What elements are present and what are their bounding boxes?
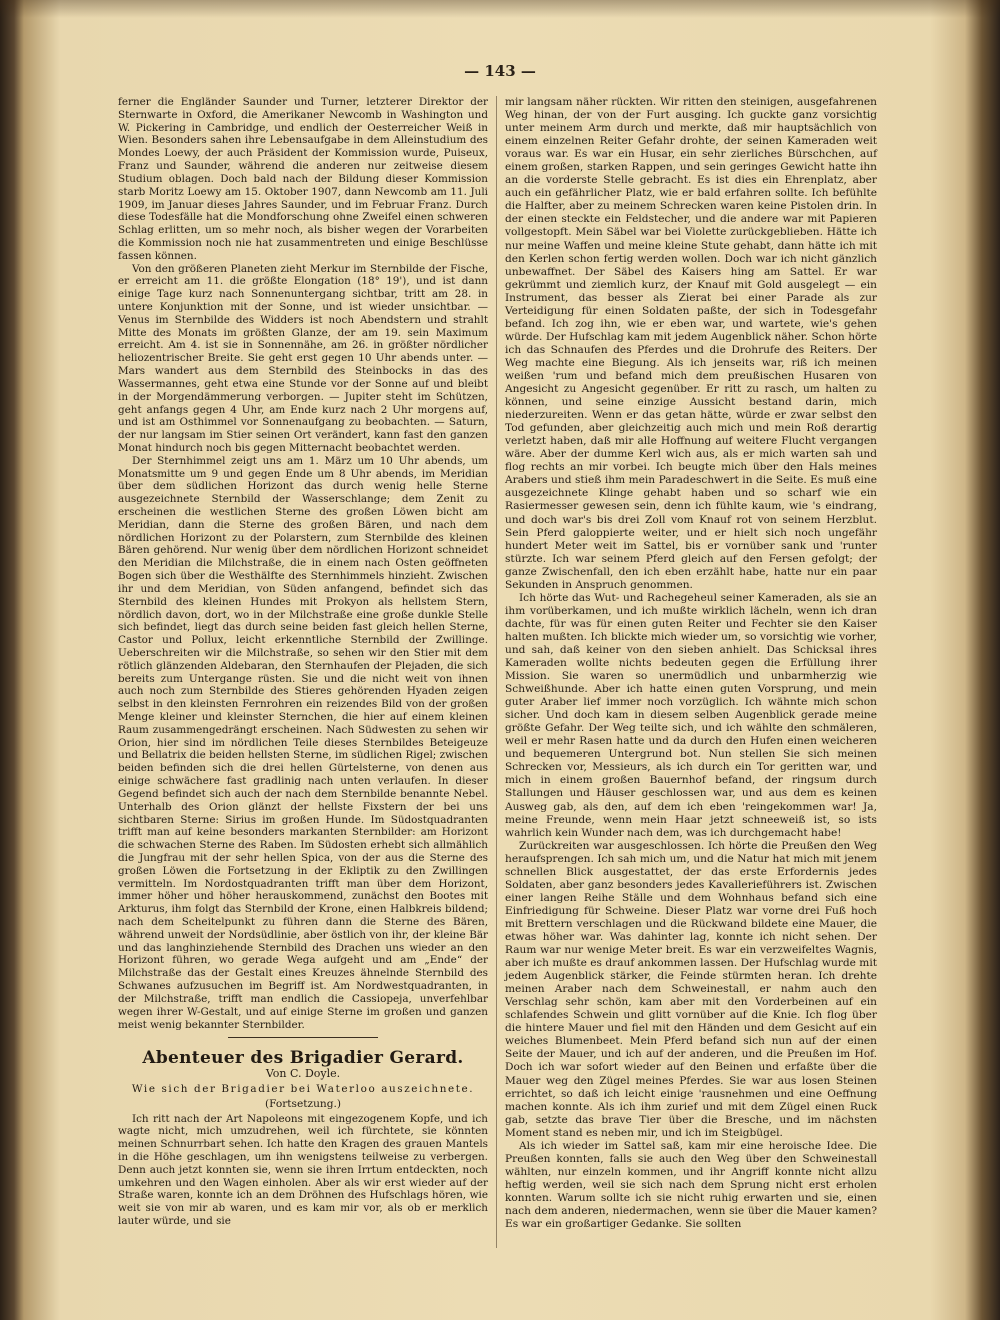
- page-number: — 143 —: [464, 62, 536, 80]
- right-paragraph: mir langsam näher rückten. Wir ritten den steinigen, ausgefahrenen Weg hinan, der von der Furt ausging. Ich guckte ganz vorsichtig unter meinem Arm durch und merkte, daß mir hauptsächlich von einem einzelnen Reiter Gefahr drohte, der seinen Kameraden weit voraus war. Es war ein Husar, ein sehr zierliches Bürschchen, auf einem großen, starken Rappen, und sein geringes Gewicht hatte ihn an die vorderste Stelle gebracht. Es ist dies ein Ehrenplatz, aber auch ein gefährlicher Platz, wie er bald erfahren sollte. Ich befühlte die Halfter, aber zu meinem Schrecken waren keine Pistolen drin. In der einen steckte ein Feldstecher, und die andere war mit Papieren vollgestopft. Mein Säbel war bei Violette zurückgeblieben. Hätte ich nur meine Waffen und meine kleine Stute gehabt, dann hätte ich mit den Kerlen schon fertig werden wollen. Doch war ich nicht gänzlich unbewaffnet. Der Säbel des Kaisers hing am Sattel. Er war gekrümmt und ziemlich kurz, der Knauf mit Gold ausgelegt — ein Instrument, das besser als Zierat bei einer Parade als zur Verteidigung für einen Soldaten paßte, der sich in Todesgefahr befand. Ich zog ihn, wie er eben war, und wartete, wie's gehen würde. Der Hufschlag kam mit jedem Augenblick näher. Schon hörte ich das Schnaufen des Pferdes und die Drohrufe des Reiters. Der Weg machte eine Biegung. Als ich jenseits war, riß ich meinen weißen 'rum und befand mich dem preußischen Husaren von Angesicht zu Angesicht gegenüber. Er ritt zu rasch, um halten zu können, und seine einzige Aussicht bestand darin, mich niederzureiten. Wenn er das getan hätte, würde er zwar selbst den Tod gefunden, aber gleichzeitig auch mich und mein Roß derartig verletzt haben, daß mir alle Hoffnung auf weitere Flucht vergangen wäre. Aber der dumme Kerl wich aus, als er mich warten sah und flog rechts an mir vorbei. Ich beugte mich über den Hals meines Arabers und stieß ihm mein Paradeschwert in die Seite. Es muß eine ausgezeichnete Klinge gehabt haben und so scharf wie ein Rasiermesser gewesen sein, denn ich fühlte kaum, wie 's eindrang, und doch war's bis drei Zoll vom Knauf rot von seinem Herzblut. Sein Pferd galoppierte weiter, und er hielt sich noch ungefähr hundert Meter weit im Sattel, bis er vornüber sank und 'runter stürzte. Ich war seinem Pferd gleich auf den Fersen gefolgt; der ganze Zwischenfall, den ich eben erzählt habe, hatte nur ein paar Sekunden in Anspruch genommen.: [505, 96, 877, 591]
- section-divider: [228, 1037, 378, 1038]
- left-paragraph: ferner die Engländer Saunder und Turner, letzterer Direktor der Sternwarte in Oxford, die Amerikaner Newcomb in Washington und W. Pickering in Cambridge, und endlich der Oesterreicher Weiß in Wien. Besonders sahen ihre Lebensaufgabe in dem Alleinstudium des Mondes Loewy, der auch Präsident der Kommission wurde, Puiseux, Franz und Saunder, während die anderen nur zeitweise diesem Studium oblagen. Doch bald nach der Bildung dieser Kommission starb Moritz Loewy am 15. Oktober 1907, dann Newcomb am 11. Juli 1909, im Januar dieses Jahres Saunder, und im Februar Franz. Durch diese Todesfälle hat die Mondforschung ohne Zweifel einen schweren Schlag erlitten, um so mehr noch, als bisher wegen der Vorarbeiten die Kommission noch nie hat zusammentreten und einige Beschlüsse fassen können.: [118, 96, 488, 262]
- article-title: Abenteuer des Brigadier Gerard.: [142, 1048, 464, 1069]
- right-paragraph: Als ich wieder im Sattel saß, kam mir eine heroische Idee. Die Preußen konnten, falls sie auch den Weg über den Schweinestall wählten, nur einzeln kommen, und ihr Angriff konnte nicht allzu heftig werden, weil sie sich nach dem Sprung nicht erst erholen konnten. Warum sollte ich sie nicht ruhig erwarten und sie, einen nach dem anderen, niedermachen, wenn sie über die Mauer kamen? Es war ein großartiger Gedanke. Sie sollten: [505, 1139, 877, 1231]
- article-subtitle: Wie sich der Brigadier bei Waterloo auszeichnete.: [131, 1082, 475, 1095]
- right-paragraph: Ich hörte das Wut- und Rachegeheul seiner Kameraden, als sie an ihm vorüberkamen, und ich mußte wirklich lächeln, wenn ich dran dachte, für was für einen guten Reiter und Fechter sie den Kaiser halten mußten. Ich blickte mich wieder um, so vorsichtig wie vorher, und sah, daß keiner von den sieben anhielt. Das Schicksal ihres Kameraden wollte nichts bedeuten gegen die Erfüllung ihrer Mission. Sie waren so unermüdlich und unbarmherzig wie Schweißhunde. Aber ich hatte einen guten Vorsprung, und mein guter Araber lief immer noch vorzüglich. Ich wähnte mich schon sicher. Und doch kam in diesem selben Augenblick gerade meine größte Gefahr. Der Weg teilte sich, und ich wählte den schmäleren, weil er mehr Rasen hatte und da durch den Hufen einen weicheren und bequemeren Untergrund bot. Nun stellen Sie sich meinen Schrecken vor, Messieurs, als ich durch ein Tor geritten war, und mich in einem großen Bauernhof befand, der ringsum durch Stallungen und Häuser geschlossen war, und aus dem es keinen Ausweg gab, als den, auf dem ich eben 'reingekommen war! Ja, meine Freunde, wenn mein Haar jetzt schneeweiß ist, so ists wahrlich kein Wunder nach dem, was ich durchgemacht habe!: [505, 591, 877, 839]
- right-column: [505, 96, 877, 1231]
- article-author: Von C. Doyle.: [265, 1067, 341, 1081]
- column-rule: [496, 96, 497, 1248]
- article-continuation-note: (Fortsetzung.): [264, 1097, 342, 1110]
- left-paragraph: Der Sternhimmel zeigt uns am 1. März um 10 Uhr abends, um Monatsmitte um 9 und gegen Ende um 8 Uhr abends, im Meridian über dem südlichen Horizont das durch wenig helle Sterne ausgezeichnete Sternbild der Wasserschlange; dem Zenit zu erscheinen die westlichen Sterne des großen Löwen bicht am Meridian, dann die Sterne des großen Bären, und nach dem nördlichen Horizont zu der Polarstern, zum Sternbilde des kleinen Bären gehörend. Nur wenig über dem nördlichen Horizont schneidet den Meridian die Milchstraße, die in einem nach Osten geöffneten Bogen sich über die Westhälfte des Sternhimmels hinzieht. Zwischen ihr und dem Meridian, von Süden anfangend, befindet sich das Sternbild des kleinen Hundes mit Prokyon als hellstem Stern, nördlich davon, dort, wo in der Milchstraße eine große dunkle Stelle sich befindet, liegt das durch seine beiden fast gleich hellen Sterne, Castor und Pollux, leicht erkenntliche Sternbild der Zwillinge. Ueberschreiten wir die Milchstraße, so sehen wir den Stier mit dem rötlich glänzenden Aldebaran, den Sternhaufen der Plejaden, die sich bereits zum Untergange rüsten. Sie und die nicht weit von ihnen auch noch zum Sternbilde des Stieres gehörenden Hyaden zeigen selbst in den kleinsten Fernrohren ein reizendes Bild von der großen Menge kleiner und kleinster Sternchen, die hier auf einem kleinen Raum zusammengedrängt erscheinen. Nach Südwesten zu sehen wir Orion, hier sind im nördlichen Teile dieses Sternbildes Beteigeuze und Bellatrix die beiden hellsten Sterne, im südlichen Rigel; zwischen beiden befinden sich die drei hellen Gürtelsterne, von denen aus einige schwächere fast gradlinig nach unten verlaufen. In dieser Gegend befindet sich auch der nach dem Sternbilde benannte Nebel. Unterhalb des Orion glänzt der hellste Fixstern der bei uns sichtbaren Sterne: Sirius im großen Hunde. Im Südostquadranten trifft man auf keine besonders markanten Sternbilder: am Horizont die schwachen Sterne des Raben. Im Südosten erhebt sich allmählich die Jungfrau mit der sehr hellen Spica, von der aus die Sterne des großen Löwen die Fortsetzung in der Ekliptik zu den Zwillingen vermitteln. Im Nordostquadranten trifft man über dem Horizont, immer höher und höher herauskommend, zunächst den Bootes mit Arkturus, ihm folgt das Sternbild der Krone, einen Halbkreis bildend; nach dem Scheitelpunkt zu führen dann die Sterne des Bären, während unweit der Nordsüdlinie, aber östlich von ihr, der kleine Bär und das langhinziehende Sternbild des Drachen uns wieder an den Horizont führen, wo gerade Wega aufgeht und am „Ende“ der Milchstraße das der Gestalt eines Kreuzes ähnelnde Sternbild des Schwanes aufzusuchen im Begriff ist. Am Nordwestquadranten, in der Milchstraße, trifft man endlich die Cassiopeja, unverfehlbar wegen ihrer W-Gestalt, und auf einige Sterne im großen und ganzen meist wenig bekannter Sternbilder.: [118, 454, 488, 1031]
- left-paragraph: Von den größeren Planeten zieht Merkur im Sternbilde der Fische, er erreicht am 11. die größte Elongation (18° 19'), und ist dann einige Tage kurz nach Sonnenuntergang sichtbar, tritt am 28. in untere Konjunktion mit der Sonne, und ist wieder unsichtbar. — Venus im Sternbilde des Widders ist noch Abendstern und strahlt Mitte des Monats im größten Glanze, der am 19. sein Maximum erreicht. Am 4. ist sie in Sonnennähe, am 26. in größter nördlicher heliozentrischer Breite. Sie geht erst gegen 10 Uhr abends unter. — Mars wandert aus dem Sternbild des Steinbocks in das des Wassermannes, geht etwa eine Stunde vor der Sonne auf und bleibt in der Morgendämmerung verborgen. — Jupiter steht im Schützen, geht anfangs gegen 4 Uhr, am Ende kurz nach 2 Uhr morgens auf, und ist am Osthimmel vor Sonnenaufgang zu beobachten. — Saturn, der nur langsam im Stier seinen Ort verändert, kann fast den ganzen Monat hindurch noch bis gegen Mitternacht beobachtet werden.: [118, 262, 488, 454]
- page-shadow: [0, 0, 1000, 18]
- article-paragraph: Ich ritt nach der Art Napoleons mit eingezogenem Kopfe, und ich wagte nicht, mich umzudrehen, weil ich fürchtete, sie könnten meinen Schnurrbart sehen. Ich hatte den Kragen des grauen Mantels in die Höhe geschlagen, um ihn wenigstens teilweise zu verbergen. Denn auch jetzt konnten sie, wenn sie ihren Irrtum entdeckten, noch umkehren und den Wagen einholen. Aber als wir erst wieder auf der Straße waren, konnte ich an dem Dröhnen des Hufschlags hören, wie weit sie von mir ab waren, und es kam mir vor, als ob er merklich lauter würde, und sie: [118, 1112, 488, 1228]
- left-column: [118, 96, 488, 1228]
- right-paragraph: Zurückreiten war ausgeschlossen. Ich hörte die Preußen den Weg heraufsprengen. Ich sah mich um, und die Natur hat mich mit jenem schnellen Blick ausgestattet, der das erste Erfordernis jedes Soldaten, aber ganz besonders jedes Kavallerieführers ist. Zwischen einer langen Reihe Ställe und dem Wohnhaus befand sich eine Einfriedigung für Schweine. Dieser Platz war vorne drei Fuß hoch mit Brettern verschlagen und die Rückwand bildete eine Mauer, die etwas höher war. Was dahinter lag, konnte ich nicht sehen. Der Raum war nur wenige Meter breit. Es war ein verzweifeltes Wagnis, aber ich mußte es drauf ankommen lassen. Der Hufschlag wurde mit jedem Augenblick stärker, die Feinde stürmten heran. Ich drehte meinen Araber nach dem Schweinestall, er nahm auch den Verschlag sehr schön, kam aber mit den Vorderbeinen auf ein schlafendes Schwein und glitt vornüber auf die Knie. Ich flog über die hintere Mauer und fiel mit den Händen und dem Gesicht auf ein weiches Blumenbeet. Mein Pferd befand sich nun auf der einen Seite der Mauer, und ich auf der anderen, und die Preußen im Hof. Doch ich war sofort wieder auf den Beinen und erfaßte über die Mauer weg den Zügel meines Pferdes. Sie war aus losen Steinen errichtet, so daß ich leicht einige 'rausnehmen und eine Oeffnung machen konnte. Als ich ihm zurief und mit dem Zügel einen Ruck gab, setzte das brave Tier über die Bresche, und im nächsten Moment stand es neben mir, und ich im Steigbügel.: [505, 839, 877, 1139]
